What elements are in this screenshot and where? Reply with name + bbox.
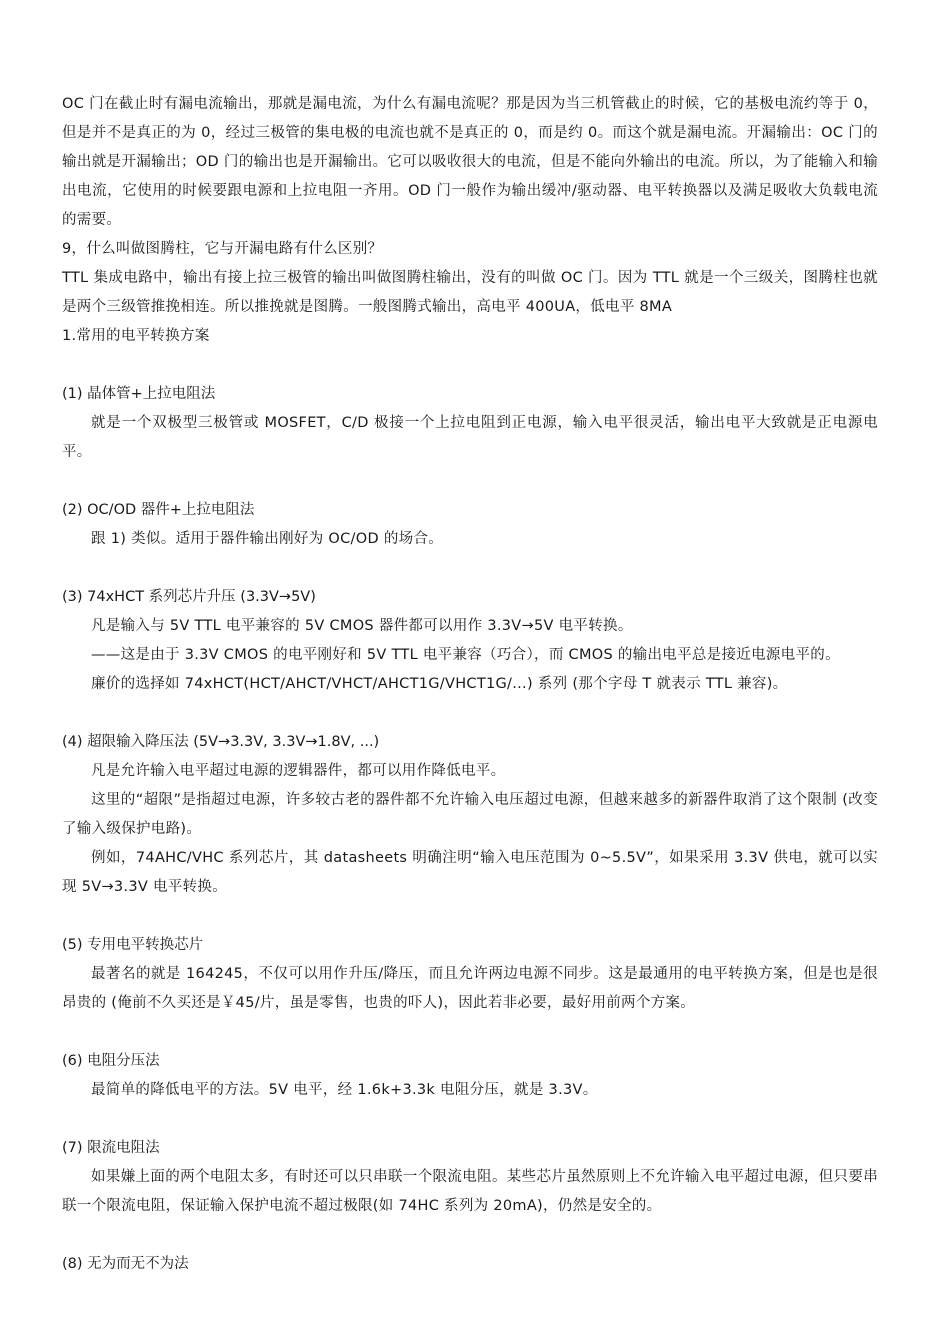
method-6-heading: (6) 电阻分压法 bbox=[62, 1053, 160, 1069]
method-3-text-1: 凡是输入与 5V TTL 电平兼容的 5V CMOS 器件都可以用作 3.3V→5V 电平转换。 bbox=[91, 618, 633, 634]
method-1-heading: (1) 晶体管+上拉电阻法 bbox=[62, 386, 216, 402]
method-2-text: 跟 1) 类似。适用于器件输出刚好为 OC/OD 的场合。 bbox=[91, 531, 444, 547]
method-6-text: 最简单的降低电平的方法。5V 电平，经 1.6k+3.3k 电阻分压，就是 3.3V。 bbox=[91, 1082, 598, 1098]
method-4-text-2: 这里的“超限”是指超过电源，许多较古老的器件都不允许输入电压超过电源，但越来越多的新器件取消了这个限制 (改变了输入级保护电路)。 bbox=[62, 792, 878, 837]
method-7-text: 如果嫌上面的两个电阻太多，有时还可以只串联一个限流电阻。某些芯片虽然原则上不允许输入电平超过电源，但只要串联一个限流电阻，保证输入保护电流不超过极限(如 74HC 系列为 20mA)，仍然是安全的。 bbox=[62, 1169, 878, 1214]
method-4-text-1: 凡是允许输入电平超过电源的逻辑器件，都可以用作降低电平。 bbox=[91, 763, 506, 779]
method-5-heading: (5) 专用电平转换芯片 bbox=[62, 937, 204, 953]
oc-leakage-paragraph: OC 门在截止时有漏电流输出，那就是漏电流，为什么有漏电流呢？那是因为当三机管截止的时候，它的基极电流约等于 0，但是并不是真正的为 0，经过三极管的集电极的电流也就不是真正的 0，而是约 0。而这个就是漏电流。开漏输出：OC 门的输出就是开漏输出；OD 门的输出也是开漏输出。它可以吸收很大的电流，但是不能向外输出的电流。所以，为了能输入和输出电流，它使用的时候要跟电源和上拉电阻一齐用。OD 门一般作为输出缓冲/驱动器、电平转换器以及满足吸收大负载电流的需要。 bbox=[62, 96, 878, 228]
method-7-heading: (7) 限流电阻法 bbox=[62, 1140, 160, 1156]
method-8-heading: (8) 无为而无不为法 bbox=[62, 1256, 189, 1272]
method-3-text-2: ——这是由于 3.3V CMOS 的电平刚好和 5V TTL 电平兼容（巧合），而 CMOS 的输出电平总是接近电源电平的。 bbox=[91, 647, 840, 663]
method-1-text: 就是一个双极型三极管或 MOSFET，C/D 极接一个上拉电阻到正电源，输入电平很灵活，输出电平大致就是正电源电平。 bbox=[62, 415, 878, 460]
method-4-text-3: 例如，74AHC/VHC 系列芯片，其 datasheets 明确注明“输入电压范围为 0~5.5V”，如果采用 3.3V 供电，就可以实现 5V→3.3V 电平转换。 bbox=[62, 850, 878, 895]
method-3-heading: (3) 74xHCT 系列芯片升压 (3.3V→5V) bbox=[62, 589, 316, 605]
method-2-heading: (2) OC/OD 器件+上拉电阻法 bbox=[62, 502, 255, 518]
section-title: 1.常用的电平转换方案 bbox=[62, 328, 210, 344]
question-9: 9，什么叫做图腾柱，它与开漏电路有什么区别？ bbox=[62, 241, 383, 257]
method-3-text-3: 廉价的选择如 74xHCT(HCT/AHCT/VHCT/AHCT1G/VHCT1G/...) 系列 (那个字母 T 就表示 TTL 兼容)。 bbox=[91, 676, 788, 692]
question-9-answer: TTL 集成电路中，输出有接上拉三极管的输出叫做图腾柱输出，没有的叫做 OC 门。因为 TTL 就是一个三级关，图腾柱也就是两个三级管推挽相连。所以推挽就是图腾。一般图腾式输出，高电平 400UA，低电平 8MA bbox=[62, 270, 878, 315]
method-4-heading: (4) 超限输入降压法 (5V→3.3V, 3.3V→1.8V, ...) bbox=[62, 734, 380, 750]
method-5-text: 最著名的就是 164245，不仅可以用作升压/降压，而且允许两边电源不同步。这是最通用的电平转换方案，但是也是很昂贵的 (俺前不久买还是￥45/片，虽是零售，也贵的吓人)，因此若非必要，最好用前两个方案。 bbox=[62, 966, 878, 1011]
